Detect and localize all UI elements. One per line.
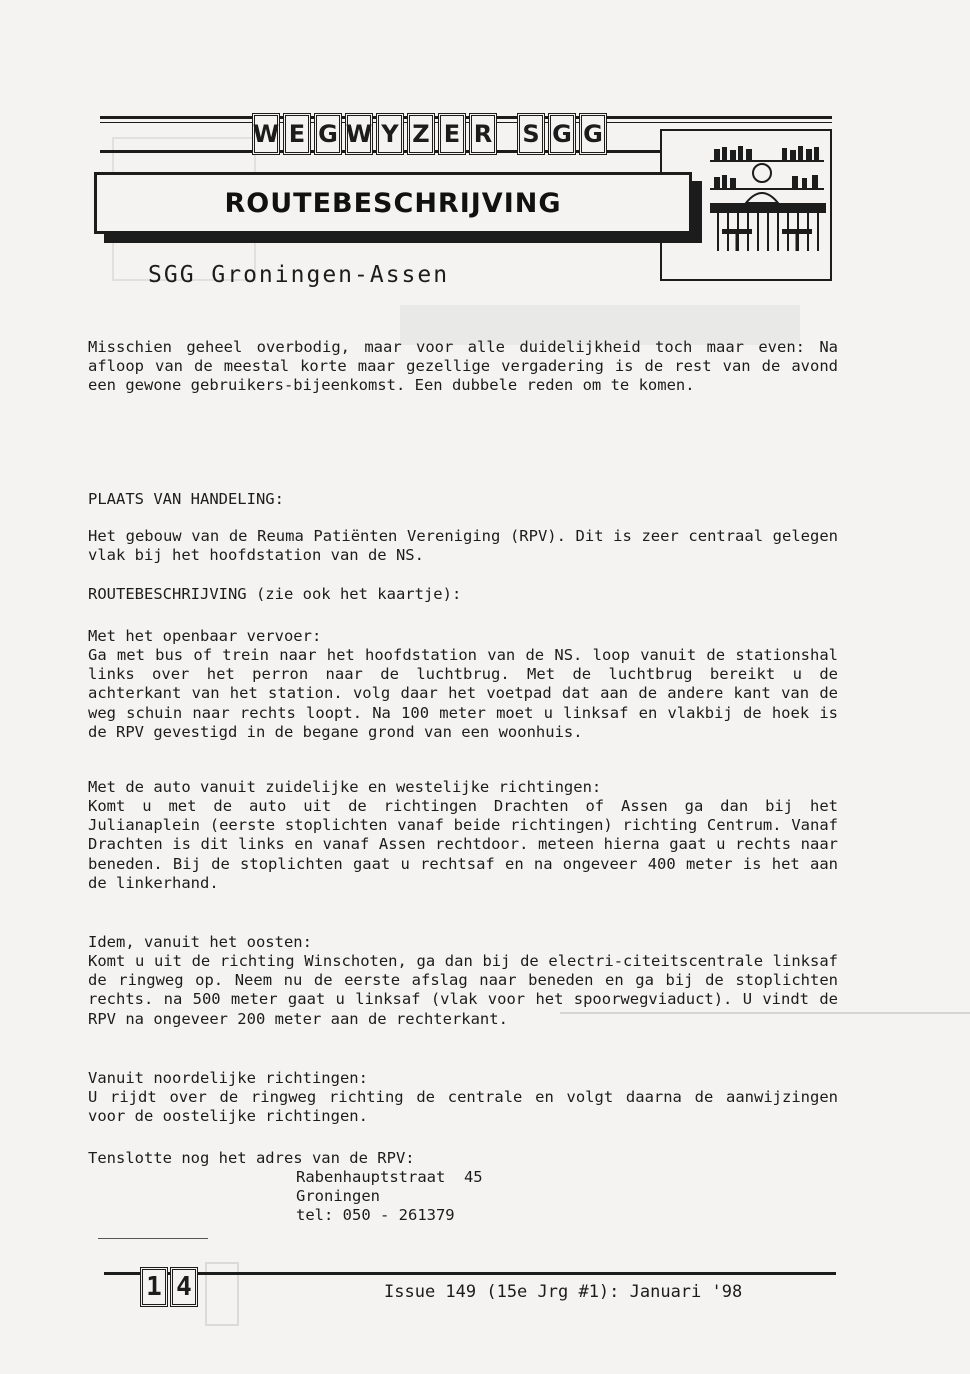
ov-paragraph: Ga met bus of trein naar het hoofdstation van de NS. loop vanuit de stationshal links over het perron naar de luchtbrug. Met de luchtbrug bereikt u de achterkant van het station. volg daar het voetpad dat aan de andere kant van de weg schuin naar rechts loopt. Na 100 meter moet u linksaf en vlakbij de hoek is de RPV gevestigd in de begane grond van een woonhuis. <box>88 646 838 741</box>
title-letter: G <box>548 113 576 155</box>
oost-paragraph: Komt u uit de richting Winschoten, ga dan bij de electri-citeitscentrale linksaf de ringweg op. Neem nu de eerste afslag naar beneden en ga bij de stoplichten rechts. na 500 meter gaat u linksaf (vlak voor het spoorwegviaduct). U vindt de RPV na ongeveer 200 meter aan de rechterkant. <box>88 952 838 1028</box>
title-letter: W <box>345 113 373 155</box>
noord-heading: Vanuit noordelijke richtingen: <box>88 1069 368 1087</box>
intro-paragraph: Misschien geheel overbodig, maar voor alle duidelijkheid toch maar even: Na afloop van de meestal korte maar gezellige vergadering is de rest van de avond een gewone gebruikers-bijeenkomst. Een dubbele reden om te komen. <box>88 338 838 395</box>
title-letter: E <box>283 113 311 155</box>
address-intro: Tenslotte nog het adres van de RPV: <box>88 1149 415 1167</box>
place-paragraph: Het gebouw van de Reuma Patiënten Vereniging (RPV). Dit is zeer centraal gelegen vlak bij het hoofdstation van de NS. <box>88 527 838 565</box>
route-banner <box>94 172 692 234</box>
title-letter: G <box>579 113 607 155</box>
title-letter: S <box>517 113 545 155</box>
route-heading: ROUTEBESCHRIJVING (zie ook het kaartje): <box>88 585 462 603</box>
title-letter: W <box>252 113 280 155</box>
wegwyzer-title <box>252 113 607 155</box>
auto-paragraph: Komt u met de auto uit de richtingen Drachten of Assen ga dan bij het Julianaplein (eerste stoplichten vanaf beide richtingen) richting Centrum. Vanaf Drachten is dit links en vanaf Assen rechtdoor. meteen hierna gaat u rechts naar beneden. Bij de stoplichten gaat u rechtsaf en na ongeveer 400 meter is het aan de linkerhand. <box>88 797 838 892</box>
footer-rule <box>104 1272 836 1275</box>
place-heading: PLAATS VAN HANDELING: <box>88 490 284 508</box>
title-letter: G <box>314 113 342 155</box>
auto-heading: Met de auto vanuit zuidelijke en westelijke richtingen: <box>88 778 602 796</box>
noord-paragraph: U rijdt over de ringweg richting de centrale en volgt daarna de aanwijzingen voor de oostelijke richtingen. <box>88 1088 838 1126</box>
issue-line: Issue 149 (15e Jrg #1): Januari '98 <box>384 1282 743 1302</box>
page-digit: 4 <box>170 1267 198 1307</box>
route-banner-title: ROUTEBESCHRIJVING <box>224 187 562 219</box>
oost-heading: Idem, vanuit het oosten: <box>88 933 312 951</box>
page-digit: 1 <box>140 1267 168 1307</box>
divider-short <box>98 1238 208 1239</box>
ov-heading: Met het openbaar vervoer: <box>88 627 322 645</box>
title-letter: E <box>438 113 466 155</box>
page-number <box>140 1267 198 1307</box>
title-letter: Y <box>376 113 404 155</box>
title-letter: Z <box>407 113 435 155</box>
address-city: Groningen <box>296 1187 380 1205</box>
subtitle: SGG Groningen-Assen <box>148 262 450 288</box>
address-street: Rabenhauptstraat 45 <box>296 1168 483 1186</box>
address-tel: tel: 050 - 261379 <box>296 1206 455 1224</box>
title-letter: R <box>469 113 497 155</box>
